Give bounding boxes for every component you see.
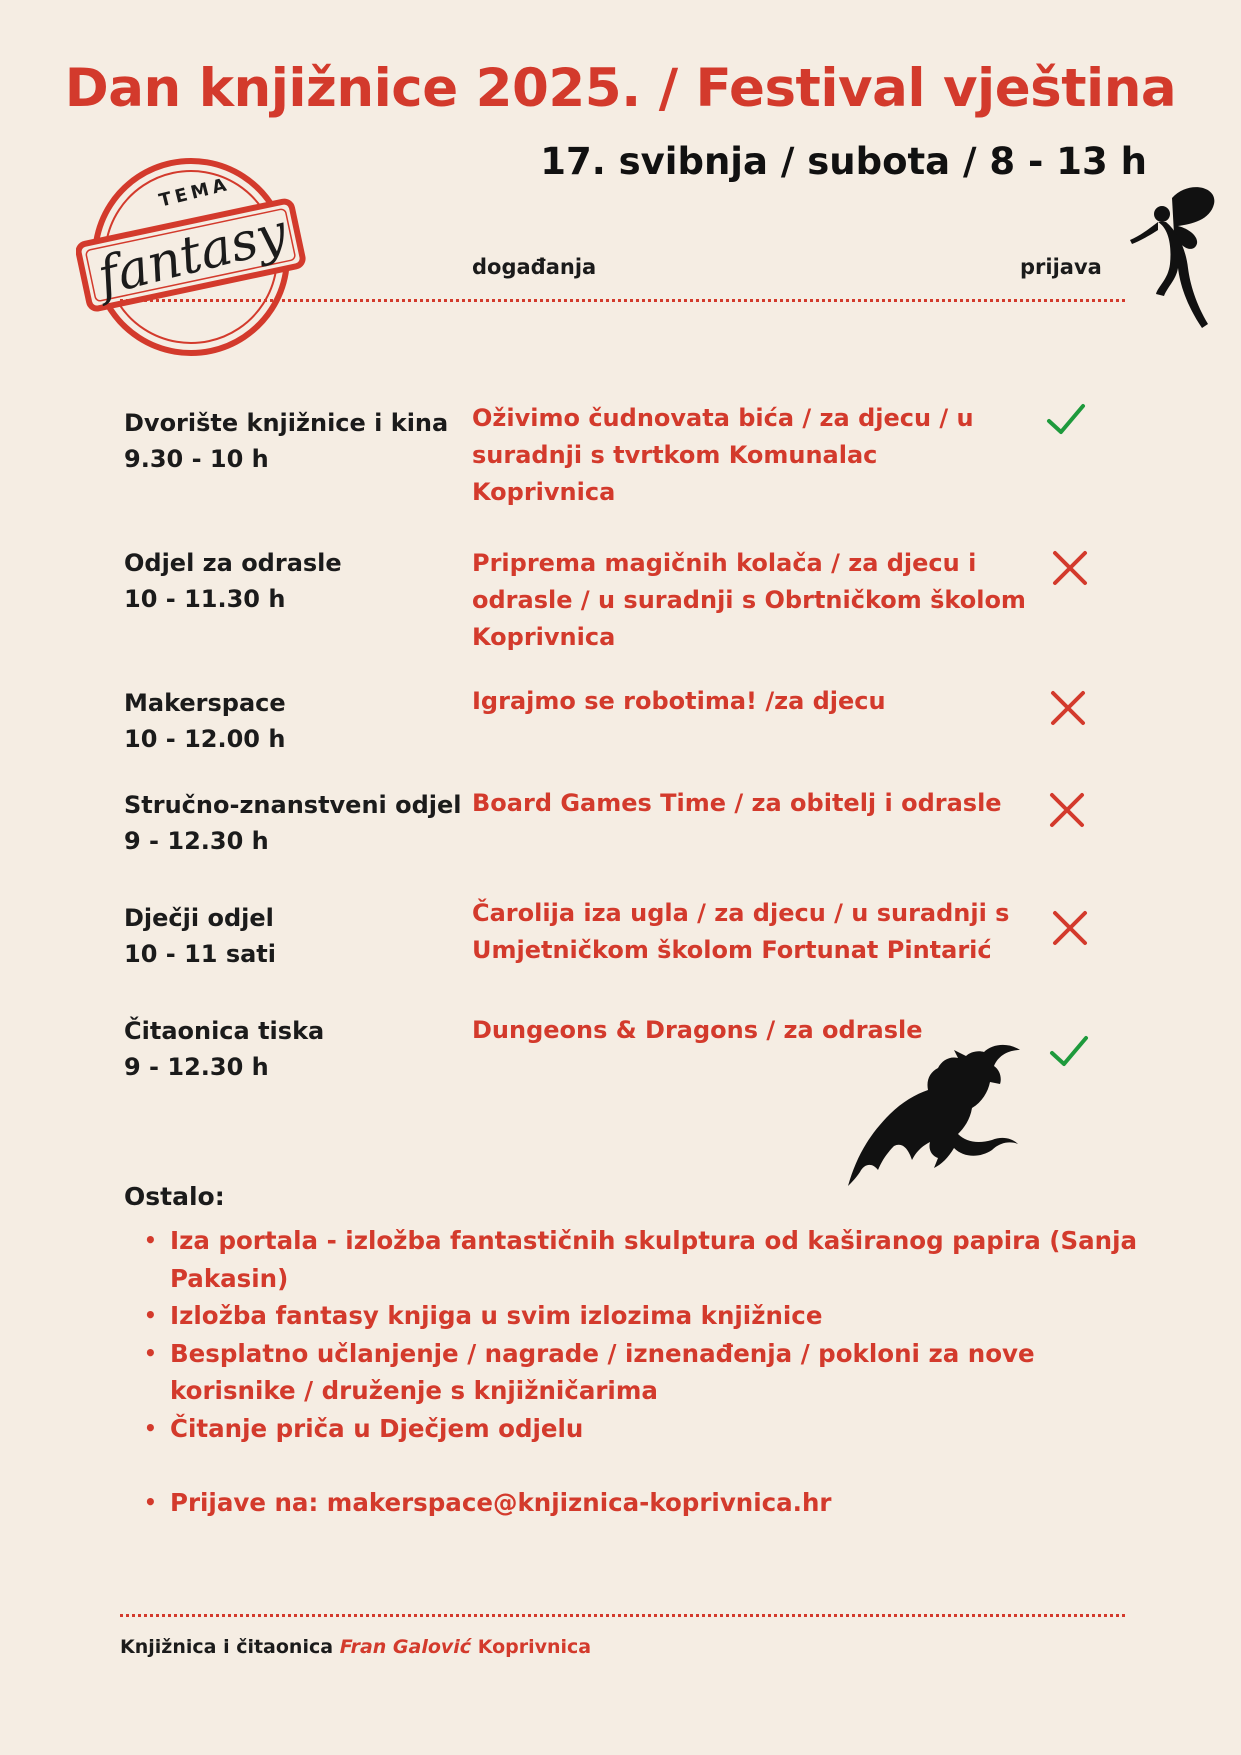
footer-suffix: Koprivnica (477, 1636, 592, 1658)
place-time: 10 - 11 sati (124, 940, 277, 968)
divider-bottom (120, 1614, 1125, 1617)
schedule-row-event: Priprema magičnih kolača / za djecu i odrasle / u suradnji s Obrtničkom školom Koprivnica (472, 549, 1026, 651)
schedule-row-event: Čarolija iza ugla / za djecu / u suradnji s Umjetničkom školom Fortunat Pintarić (472, 899, 1010, 964)
divider-top (120, 299, 1125, 302)
schedule-row-place (124, 1013, 464, 1085)
schedule-row-place (124, 545, 464, 617)
cross-icon (1050, 548, 1090, 588)
list-item: • Čitanje priča u Dječjem odjelu (124, 1410, 1154, 1448)
column-registration-header: prijava (1020, 255, 1102, 279)
cross-icon (1050, 908, 1090, 948)
other-heading: Ostalo: (124, 1182, 225, 1211)
list-item: • Izložba fantasy knjiga u svim izlozima knjižnice (124, 1297, 1154, 1335)
page-title: Dan knjižnice 2025. / Festival vještina (64, 58, 1177, 119)
fairy-icon (1128, 184, 1216, 332)
list-item: • Iza portala - izložba fantastičnih skulptura od kaširanog papira (Sanja Pakasin) (124, 1222, 1154, 1297)
place-name: Stručno-znanstveni odjel (124, 791, 462, 819)
stamp-script-word: fantasy (92, 202, 293, 308)
place-name: Makerspace (124, 689, 286, 717)
stamp-top-word: TEMA (156, 173, 233, 212)
place-name: Odjel za odrasle (124, 549, 342, 577)
schedule-row-event: Board Games Time / za obitelj i odrasle (472, 789, 1002, 817)
place-time: 10 - 11.30 h (124, 585, 286, 613)
footer-prefix: Knjižnica i čitaonica (120, 1636, 334, 1658)
schedule-row-event: Igrajmo se robotima! /za djecu (472, 687, 886, 715)
schedule-row-place (124, 685, 464, 757)
event-date: 17. svibnja / subota / 8 - 13 h (540, 140, 1147, 183)
footer-name: Fran Galović (339, 1636, 472, 1658)
schedule-row-event: Oživimo čudnovata bića / za djecu / u suradnji s tvrtkom Komunalac Koprivnica (472, 404, 974, 506)
cross-icon (1048, 688, 1088, 728)
column-events-header: događanja (472, 255, 597, 279)
registration-email-link[interactable]: • Prijave na: makerspace@knjiznica-koprivnica.hr (124, 1484, 1154, 1522)
schedule-row-event: Dungeons & Dragons / za odrasle (472, 1016, 923, 1044)
schedule-row-place (124, 405, 464, 477)
dragon-icon (842, 1040, 1022, 1190)
place-name: Dvorište knjižnice i kina (124, 409, 449, 437)
place-time: 9 - 12.30 h (124, 827, 269, 855)
footer-institution (120, 1636, 591, 1658)
other-list (124, 1222, 1154, 1522)
check-icon (1049, 1032, 1089, 1072)
cross-icon (1047, 790, 1087, 830)
place-name: Dječji odjel (124, 904, 274, 932)
check-icon (1046, 400, 1086, 440)
schedule-row-place (124, 900, 464, 972)
fantasy-stamp-logo (76, 152, 306, 362)
schedule-row-place (124, 787, 464, 859)
place-time: 9.30 - 10 h (124, 445, 269, 473)
place-time: 10 - 12.00 h (124, 725, 286, 753)
place-name: Čitaonica tiska (124, 1017, 325, 1045)
place-time: 9 - 12.30 h (124, 1053, 269, 1081)
list-item: • Besplatno učlanjenje / nagrade / iznenađenja / pokloni za nove korisnike / druženje s knjižničarima (124, 1335, 1154, 1410)
